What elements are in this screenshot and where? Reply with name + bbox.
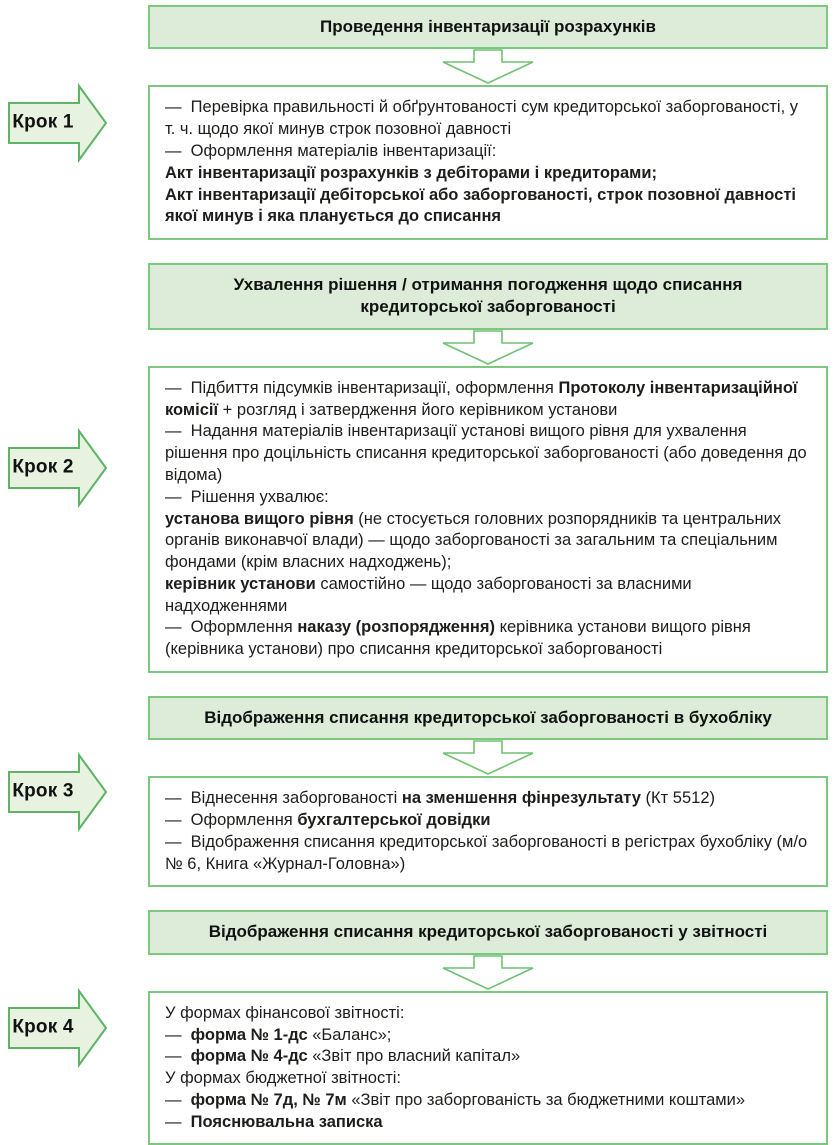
stage-3-header-text: Відображення списання кредиторської заборгованості в бухобліку (204, 707, 772, 727)
step-arrow-column (0, 263, 148, 673)
step-section-2 (0, 263, 840, 673)
stage-1-header-text: Проведення інвентаризації розрахунків (320, 17, 656, 36)
text-line: — Пояснювальна записка (165, 1112, 383, 1131)
stage-2-header (148, 263, 828, 330)
step-3-arrow (7, 750, 109, 834)
text-line: У формах фінансової звітності: (165, 1003, 405, 1022)
text-line: керівник установи самостійно — щодо заборгованості за власними надходженнями (165, 574, 697, 615)
step-3-label: Крок 3 (12, 780, 74, 802)
step-arrow-column (0, 5, 148, 240)
step-1-label: Крок 1 (12, 111, 74, 133)
text-line: — Оформлення наказу (розпорядження) керівника установи вищого рівня (керівника установи) про списання кредиторської заборгованості (165, 618, 756, 659)
stage-4-header (148, 910, 828, 954)
stage-2-details (148, 366, 828, 673)
flow-column-3 (148, 696, 828, 888)
text-line: — форма № 7д, № 7м «Звіт про заборгованість за бюджетними коштами» (165, 1090, 746, 1109)
down-arrow-icon (440, 49, 536, 85)
stage-1-header (148, 5, 828, 49)
stage-4-details (148, 991, 828, 1145)
stage-3-details (148, 776, 828, 887)
step-arrow-column (0, 696, 148, 888)
stage-1-details (148, 85, 828, 240)
step-section-1 (0, 5, 840, 240)
text-line: — Оформлення матеріалів інвентаризації: (165, 141, 497, 160)
step-4-arrow (7, 986, 109, 1070)
flow-column-4 (148, 910, 828, 1145)
text-line: — форма № 1-дс «Баланс»; (165, 1025, 392, 1044)
step-section-3 (0, 696, 840, 888)
step-4-label: Крок 4 (12, 1016, 74, 1038)
step-2-arrow (7, 426, 109, 510)
text-line: — форма № 4-дс «Звіт про власний капітал» (165, 1047, 521, 1066)
text-line: — Надання матеріалів інвентаризації установі вищого рівня для ухвалення рішення про доцільність списання кредиторської заборгованості (або доведення до відома) (165, 422, 812, 484)
text-line: установа вищого рівня (не стосується головних розпорядників та центральних органів виконавчої влади) — щодо заборгованості за загальним та спеціальним фондами (крім власних надходжень); (165, 509, 786, 572)
text-line: — Підбиття підсумків інвентаризації, оформлення Протоколу інвентаризаційної комісії + розгляд і затвердження його керівником установи (165, 378, 803, 419)
text-line: — Відображення списання кредиторської заборгованості в регістрах бухобліку (м/о № 6, Книга «Журнал-Головна») (165, 832, 812, 873)
flow-column-2 (148, 263, 828, 673)
text-line: Акт інвентаризації розрахунків з дебіторами і кредиторами; (165, 163, 658, 182)
stage-2-header-text: Ухвалення рішення / отримання погодження щодо списання кредиторської заборгованості (233, 275, 743, 317)
stage-4-header-text: Відображення списання кредиторської заборгованості у звітності (208, 922, 768, 942)
text-line: — Перевірка правильності й обґрунтованості сум кредиторської заборгованості, у т. ч. щодо якої минув строк позовної давності (165, 98, 803, 139)
down-arrow-icon (440, 740, 536, 776)
stage-3-header (148, 696, 828, 740)
down-arrow-icon (440, 330, 536, 366)
down-arrow-icon (440, 955, 536, 991)
flow-column-1 (148, 5, 828, 240)
step-arrow-column (0, 910, 148, 1145)
step-2-label: Крок 2 (12, 456, 74, 478)
text-line: У формах бюджетної звітності: (165, 1069, 402, 1088)
text-line: — Оформлення бухгалтерської довідки (165, 811, 491, 830)
step-1-arrow (7, 81, 109, 165)
step-section-4 (0, 910, 840, 1145)
text-line: — Віднесення заборгованості на зменшення фінрезультату (Кт 5512) (165, 789, 715, 808)
text-line: — Рішення ухвалює: (165, 487, 329, 506)
text-line: Акт інвентаризації дебіторської або заборгованості, строк позовної давності якої минув і яка планується до списання (165, 185, 801, 226)
